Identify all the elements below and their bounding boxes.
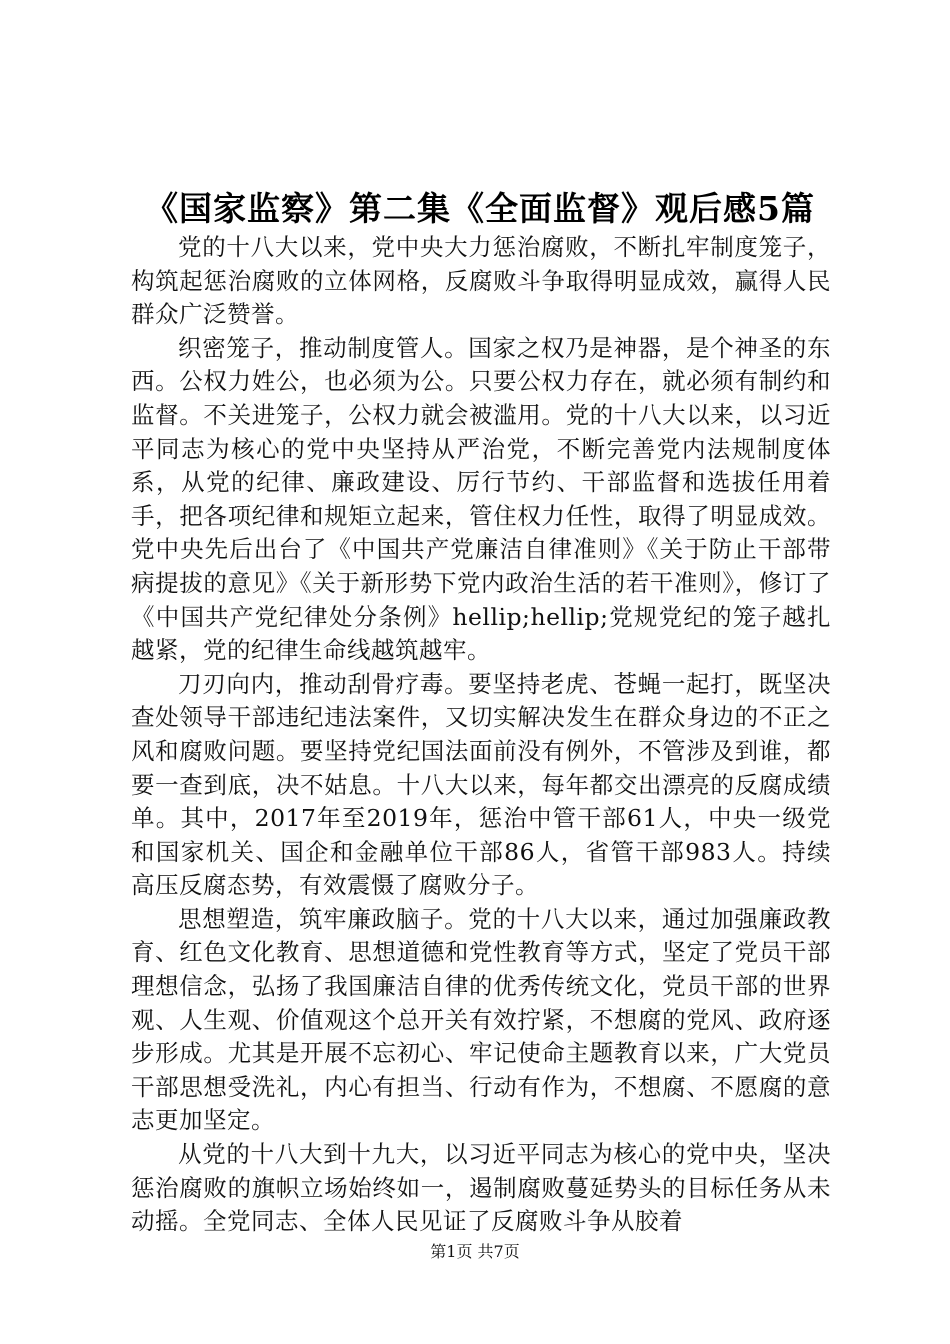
paragraph: 刀刃向内，推动刮骨疗毒。要坚持老虎、苍蝇一起打，既坚决查处领导干部违纪违法案件，又切实解决发生在群众身边的不正之风和腐败问题。要坚持党纪国法面前没有例外，不管涉及到谁，都要一查到底，决不姑息。十八大以来，每年都交出漂亮的反腐成绩单。其中，2017年至2019年，惩治中管干部61人，中央一级党和国家机关、国企和金融单位干部86人，省管干部983人。持续高压反腐态势，有效震慑了腐败分子。 bbox=[131, 669, 831, 900]
page-number-footer: 第1页 共7页 bbox=[430, 1242, 520, 1261]
paragraph: 从党的十八大到十九大，以习近平同志为核心的党中央，坚决惩治腐败的旗帜立场始终如一，遏制腐败蔓延势头的目标任务从未动摇。全党同志、全体人民见证了反腐败斗争从胶着 bbox=[131, 1140, 831, 1236]
paragraph: 织密笼子，推动制度管人。国家之权乃是神器，是个神圣的东西。公权力姓公，也必须为公。只要公权力存在，就必须有制约和监督。不关进笼子，公权力就会被滥用。党的十八大以来，以习近平同志为核心的党中央坚持从严治党，不断完善党内法规制度体系，从党的纪律、廉政建设、厉行节约、干部监督和选拔任用着手，把各项纪律和规矩立起来，管住权力任性，取得了明显成效。党中央先后出台了《中国共产党廉洁自律准则》《关于防止干部带病提拔的意见》《关于新形势下党内政治生活的若干准则》，修订了《中国共产党纪律处分条例》hellip;hellip;党规党纪的笼子越扎越紧，党的纪律生命线越筑越牢。 bbox=[131, 333, 831, 665]
document-body bbox=[131, 231, 831, 1239]
document-title: 《国家监察》第二集《全面监督》观后感5篇 bbox=[145, 189, 815, 228]
paragraph: 思想塑造，筑牢廉政脑子。党的十八大以来，通过加强廉政教育、红色文化教育、思想道德和党性教育等方式，坚定了党员干部理想信念，弘扬了我国廉洁自律的优秀传统文化，党员干部的世界观、人生观、价值观这个总开关有效拧紧，不想腐的党风、政府逐步形成。尤其是开展不忘初心、牢记使命主题教育以来，广大党员干部思想受洗礼，内心有担当、行动有作为，不想腐、不愿腐的意志更加坚定。 bbox=[131, 904, 831, 1135]
paragraph: 党的十八大以来，党中央大力惩治腐败，不断扎牢制度笼子，构筑起惩治腐败的立体网格，反腐败斗争取得明显成效，赢得人民群众广泛赞誉。 bbox=[131, 233, 831, 329]
